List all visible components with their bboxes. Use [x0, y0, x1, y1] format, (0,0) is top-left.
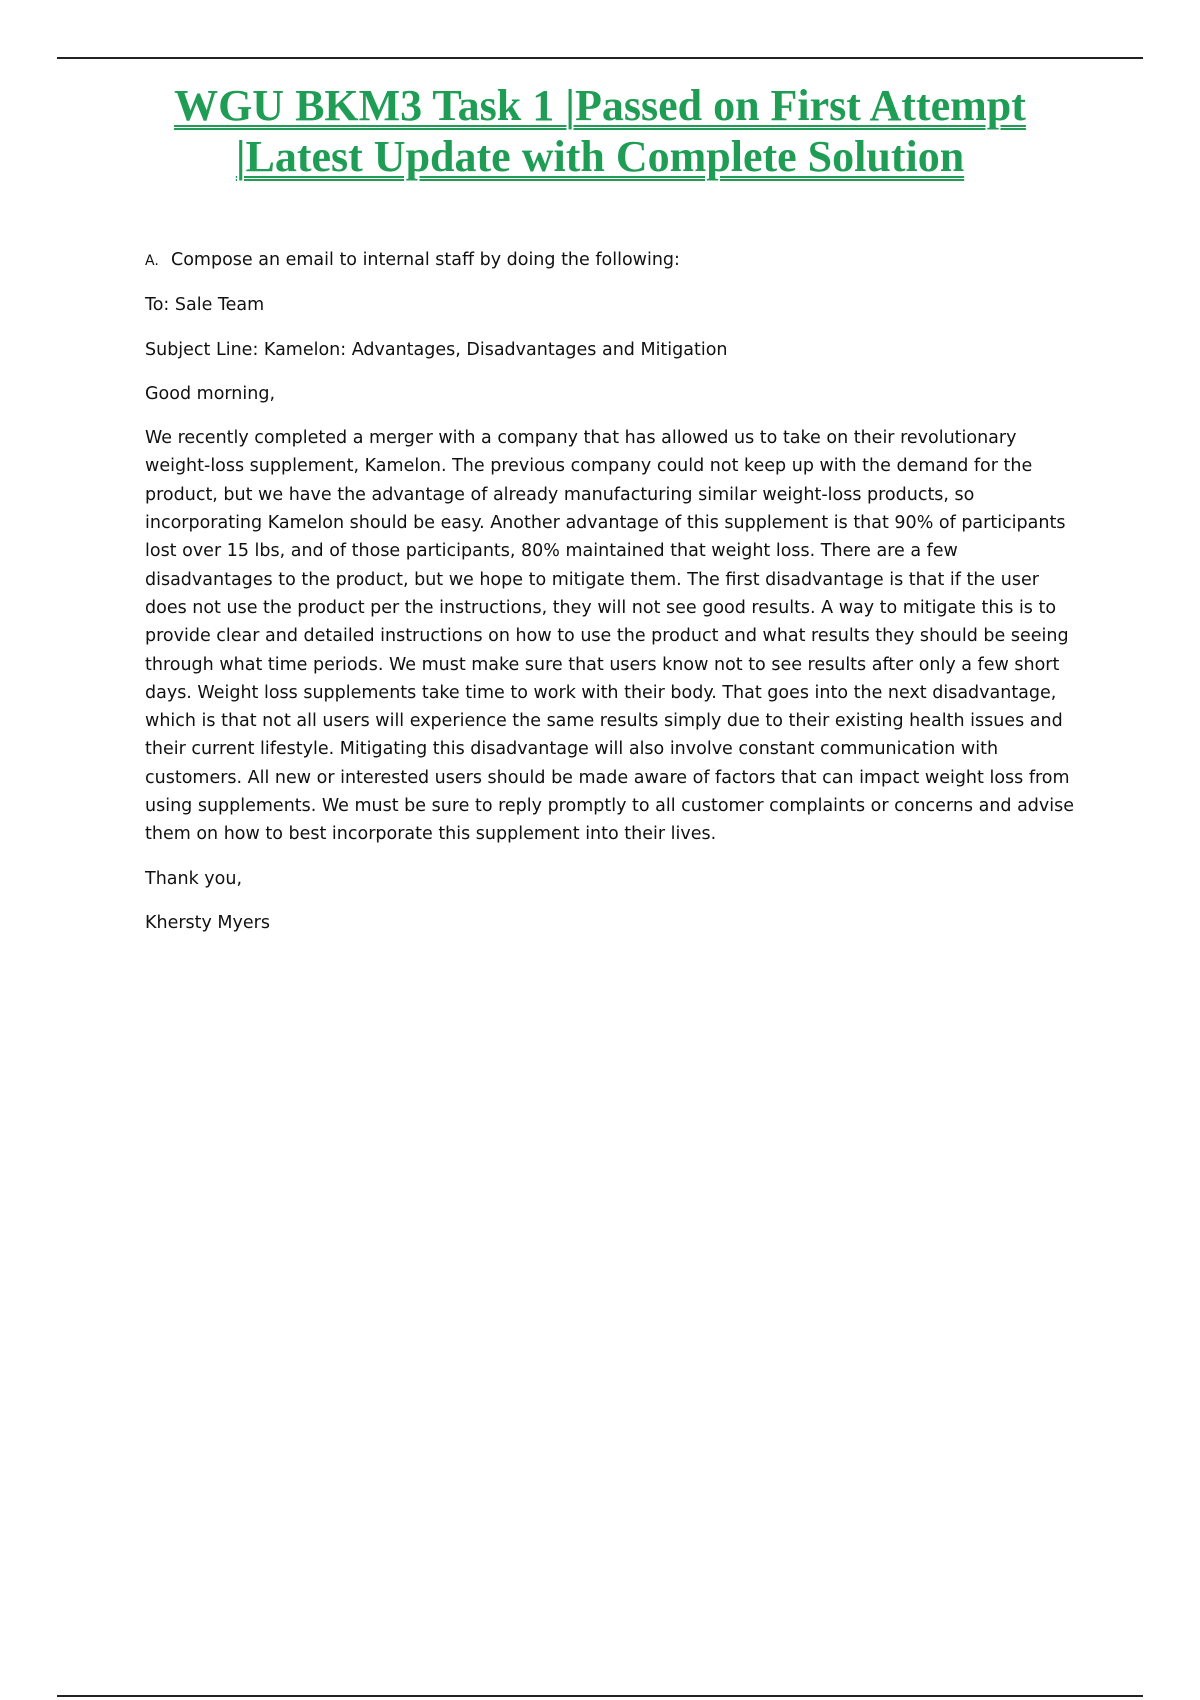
email-to-line: To: Sale Team: [145, 295, 265, 316]
email-signature: Khersty Myers: [145, 912, 270, 933]
email-subject-line: Subject Line: Kamelon: Advantages, Disadvantages and Mitigation: [145, 339, 728, 360]
item-label: A.: [145, 253, 159, 269]
top-rule: [57, 57, 1143, 59]
document-title: [60, 80, 1140, 182]
bottom-rule: [57, 1695, 1143, 1697]
item-text: Compose an email to internal staff by doing the following:: [171, 250, 680, 270]
list-item-a: [145, 246, 1085, 275]
document-body: [145, 246, 1085, 953]
email-greeting: Good morning,: [145, 383, 276, 404]
title-line-2: |Latest Update with Complete Solution: [235, 132, 965, 181]
email-body-paragraph: We recently completed a merger with a company that has allowed us to take on their revolutionary weight-loss supplement, Kamelon. The previous company could not keep up with the demand for the product, but we have the advantage of already manufacturing similar weight-loss products, so incorporating Kamelon should be easy. Another advantage of this supplement is that 90% of participants lost over 15 lbs, and of those participants, 80% maintained that weight loss. There are a few disadvantages to the product, but we hope to mitigate them. The first disadvantage is that if the user does not use the product per the instructions, they will not see good results. A way to mitigate this is to provide clear and detailed instructions on how to use the product and what results they should be seeing through what time periods. We must make sure that users know not to see results after only a few short days. Weight loss supplements take time to work with their body. That goes into the next disadvantage, which is that not all users will experience the same results simply due to their existing health issues and their current lifestyle. Mitigating this disadvantage will also involve constant communication with customers. All new or interested users should be made aware of factors that can impact weight loss from using supplements. We must be sure to reply promptly to all customer complaints or concerns and advise them on how to best incorporate this supplement into their lives.: [145, 428, 1075, 845]
title-line-1: WGU BKM3 Task 1 |Passed on First Attempt: [174, 81, 1026, 130]
email-closing: Thank you,: [145, 868, 243, 889]
